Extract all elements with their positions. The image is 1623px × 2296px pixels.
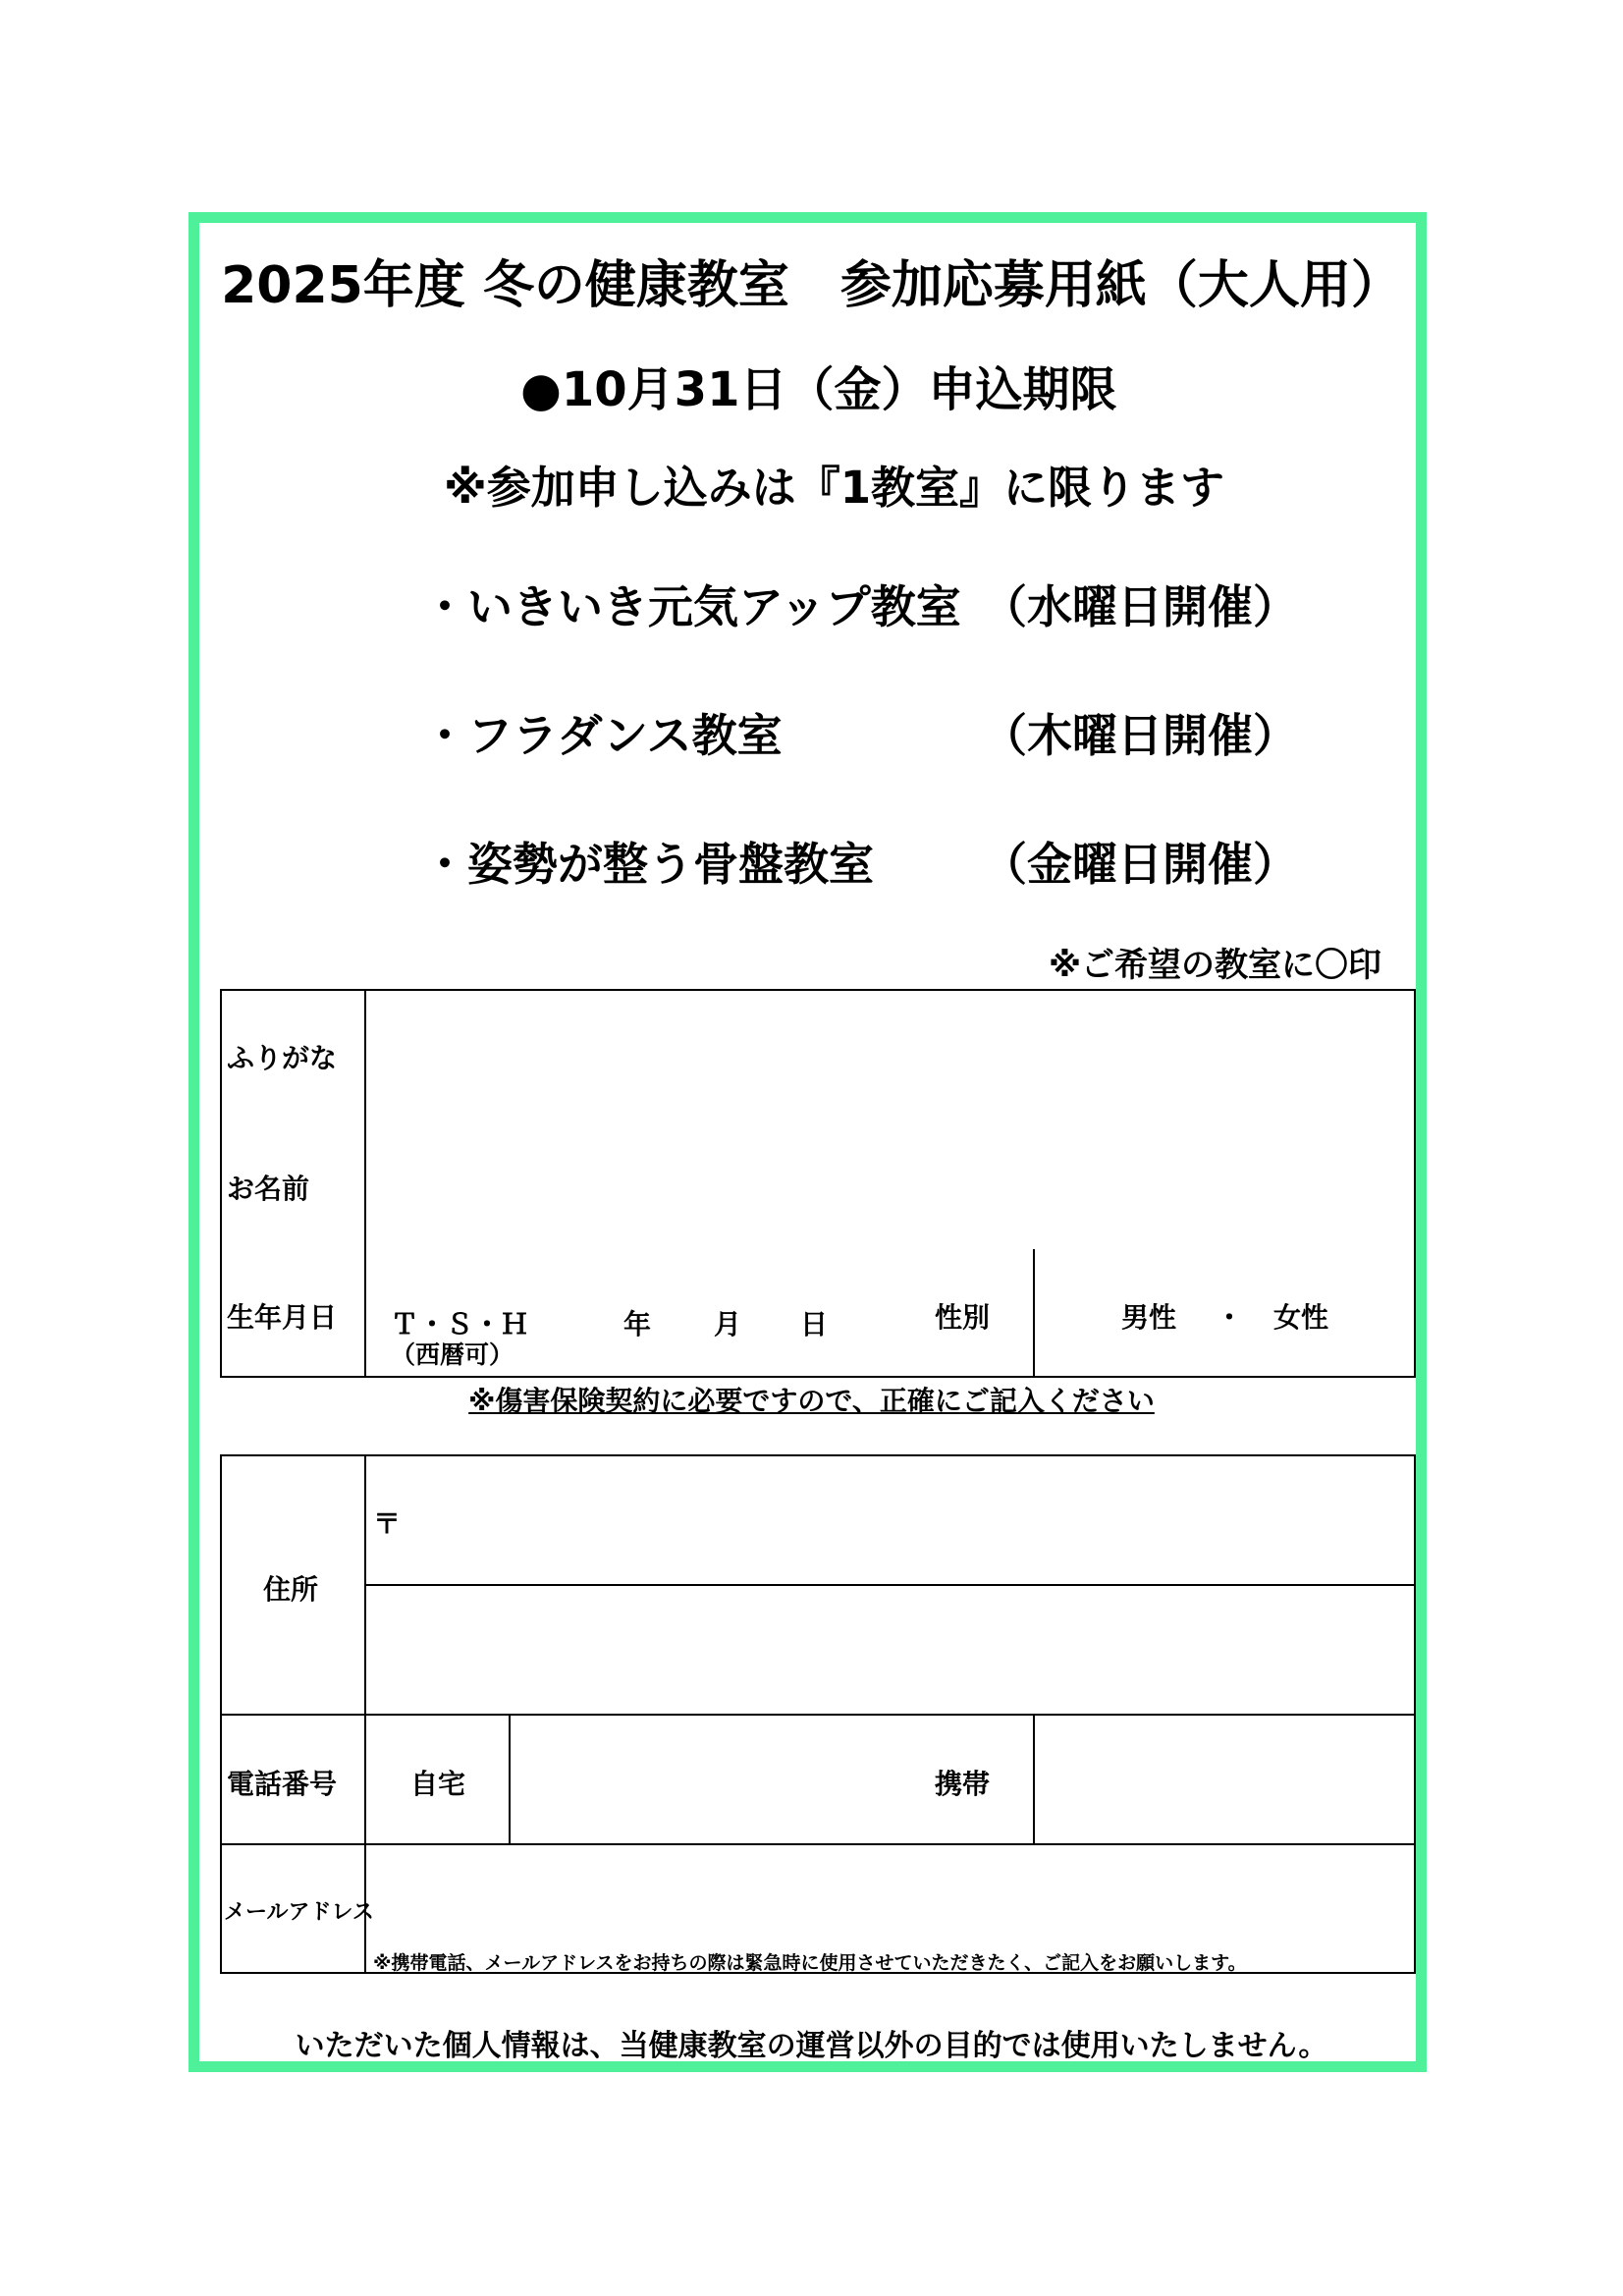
gender-label: 性別 <box>935 1301 991 1334</box>
year-unit: 年 <box>623 1308 652 1340</box>
furigana-field[interactable] <box>366 991 1414 1109</box>
class-day: （木曜日開催） <box>982 709 1298 762</box>
gender-option-female[interactable]: 女性 <box>1273 1301 1329 1334</box>
gender-option-male[interactable]: 男性 <box>1121 1301 1177 1334</box>
home-phone-field[interactable] <box>512 1717 914 1842</box>
name-field[interactable] <box>366 1120 1414 1242</box>
notice: ※参加申し込みは『1教室』に限ります <box>444 462 1225 514</box>
class-day: （金曜日開催） <box>982 838 1298 891</box>
insurance-note: ※傷害保険契約に必要ですので、正確にご記入ください <box>468 1385 1155 1417</box>
phone-label: 電話番号 <box>227 1768 338 1800</box>
class-name: ・フラダンス教室 <box>422 709 783 762</box>
class-name: ・いきいき元気アップ教室 <box>422 580 961 633</box>
furigana-label: ふりがな <box>227 1042 338 1074</box>
email-label: メールアドレス <box>224 1900 374 1925</box>
name-label: お名前 <box>227 1173 310 1205</box>
page-title: 2025年度 冬の健康教室 参加応募用紙（大人用） <box>221 256 1402 315</box>
postal-mark: 〒 <box>373 1507 402 1540</box>
birthdate-label: 生年月日 <box>227 1301 338 1334</box>
address-field[interactable] <box>366 1587 1414 1713</box>
class-day: （水曜日開催） <box>982 580 1298 633</box>
mobile-phone-field[interactable] <box>1036 1717 1413 1842</box>
era-options[interactable]: Ｔ・Ｓ・Ｈ <box>391 1308 529 1340</box>
privacy-footer: いただいた個人情報は、当健康教室の運営以外の目的では使用いたしません。 <box>295 2029 1328 2063</box>
western-ok-note: （西暦可） <box>391 1340 514 1369</box>
home-phone-label: 自宅 <box>410 1768 466 1800</box>
month-unit: 月 <box>714 1308 742 1340</box>
postal-code-field[interactable] <box>403 1458 1412 1582</box>
deadline: ●10月31日（金）申込期限 <box>520 362 1117 417</box>
class-name: ・姿勢が整う骨盤教室 <box>422 838 874 891</box>
mobile-phone-label: 携帯 <box>935 1768 991 1800</box>
gender-separator: ・ <box>1216 1301 1244 1334</box>
day-unit: 日 <box>800 1308 829 1340</box>
mark-note: ※ご希望の教室に〇印 <box>1049 946 1382 985</box>
email-field[interactable] <box>366 1846 1414 1940</box>
contact-note: ※携帯電話、メールアドレスをお持ちの際は緊急時に使用させていただきたく、ご記入をお願いします。 <box>373 1952 1247 1974</box>
address-label: 住所 <box>263 1573 319 1606</box>
